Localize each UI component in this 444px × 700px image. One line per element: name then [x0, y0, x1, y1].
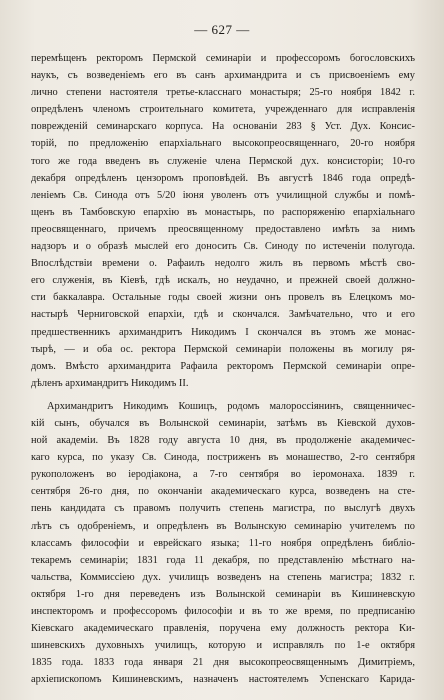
text-line: сентября 26-го дня, по окончаніи академическаго курса, возведенъ на сте- — [31, 486, 415, 498]
text-line: леніемъ Св. Синода отъ 5/20 іюня уволенъ отъ училищной службы и помѣ- — [31, 189, 415, 201]
text-line: домъ. Вмѣсто архимандрита Рафаила ректоромъ Пермской семинаріи опре- — [31, 360, 415, 372]
text-line: Кіевскаго академическаго правленія, поручена ему должность ректора Ки- — [31, 623, 415, 635]
text-line: того же года введенъ въ служеніе члена Пермской дух. консисторіи; 10-го — [31, 155, 415, 167]
text-line: поврежденій семинарскаго корпуса. На основаніи 283 § Уст. Дух. Консис- — [31, 121, 415, 133]
text-line: его служенія, въ Кіевѣ, гдѣ искалъ, но неудачно, и прежней своей должно- — [31, 275, 415, 287]
text-line: надзоръ и о образѣ мыслей его доносить Св. Синоду по истеченіи полугода. — [31, 241, 415, 253]
text-line: декабря опредѣленъ цензоромъ проповѣдей. Въ августѣ 1846 года опредѣ- — [31, 172, 415, 184]
text-line: перемѣщенъ ректоромъ Пермской семинаріи и профессоромъ богословскихъ — [31, 53, 415, 64]
text-line: инспекторомъ и профессоромъ философіи и въ то же время, по предписанію — [31, 606, 415, 617]
text-line: Архимандритъ Никодимъ Кошицъ, родомъ малороссіянинъ, священничес- — [47, 400, 415, 412]
text-line: рукоположенъ во іеродіакона, а 7-го сентября во іеромонаха. 1839 г. — [31, 469, 415, 481]
text-line: каго курса, по указу Св. Синода, постриженъ въ монашество, 2-го сентября — [31, 452, 415, 464]
text-line: дѣленъ архимандритъ Никодимъ II. — [31, 377, 189, 389]
text-line: октября 1-го дня переведенъ изъ Волынской семинаріи въ Кишиневскую — [31, 588, 415, 600]
paragraph-2 — [31, 398, 415, 689]
text-line: настырѣ Черниговской епархіи, гдѣ и скончался. Замѣчательно, что и его — [31, 309, 415, 321]
text-line: кій сынъ, обучался въ Волынской семинаріи, затѣмъ въ Кіевской духов- — [31, 417, 415, 429]
text-line: предшественникъ архимандритъ Никодимъ I скончался въ этомъ же монас- — [31, 326, 415, 338]
text-line: 1835 года. 1833 года января 21 дня высокопреосвященнымъ Димитріемъ, — [31, 657, 415, 669]
text-line: щенъ въ Тамбовскую епархію въ монастырь, по распоряженію епархіальнаго — [31, 206, 415, 218]
text-line: опредѣленъ членомъ строительнаго комитета, учрежденнаго для исправленія — [31, 104, 415, 116]
text-line: Впослѣдствіи времени о. Рафаилъ недолго жилъ въ первомъ мѣстѣ сво- — [31, 258, 415, 270]
text-line: шиневскихъ духовныхъ училищъ, которую и исправлялъ по 1-е октября — [31, 640, 415, 652]
text-line: тырѣ, — и оба ос. ректора Пермской семинаріи положены въ могилу ря- — [31, 343, 415, 355]
text-line: архіепископомъ Кишиневскимъ, назначенъ настоятелемъ Успенскаго Карида- — [31, 674, 415, 686]
paragraph-1 — [31, 50, 415, 392]
text-line: ной академіи. Въ 1828 году августа 10 дня, въ продолженіе академичес- — [31, 435, 415, 447]
text-line: чальства, Коммиссіею дух. училищъ возведенъ на степень магистра; 1832 г. — [31, 571, 415, 583]
text-line: пень кандидата съ правомъ получить степень магистра, по выслугѣ двухъ — [31, 503, 415, 515]
text-line: наукъ, съ возведеніемъ его въ санъ архимандрита и съ присвоеніемъ ему — [31, 70, 415, 82]
text-line: преосвященнаго, причемъ преосвященному предоставлено имѣть за нимъ — [31, 223, 415, 235]
text-line: торій, по предложенію епархіальнаго высокопреосвященнаго, 20-го ноября — [31, 138, 415, 150]
text-line: сти баккалавра. Остальные годы своей жизни онъ провелъ въ Елецкомъ мо- — [31, 292, 415, 304]
text-line: текаремъ семинаріи; 1831 года 11 декабря, по представленію мѣстнаго на- — [31, 554, 415, 566]
body-text — [31, 50, 415, 688]
text-line: лично степени настоятеля третье-класснаго монастыря; 25-го ноября 1842 г. — [31, 87, 415, 99]
page-number: — 627 — — [194, 22, 250, 37]
text-line: классамъ философіи и еврейскаго языка; 11-го ноября опредѣленъ библіо- — [31, 537, 415, 549]
text-line: лѣтъ съ одобреніемъ, и опредѣленъ въ Волынскую семинарію учителемъ по — [31, 520, 415, 532]
